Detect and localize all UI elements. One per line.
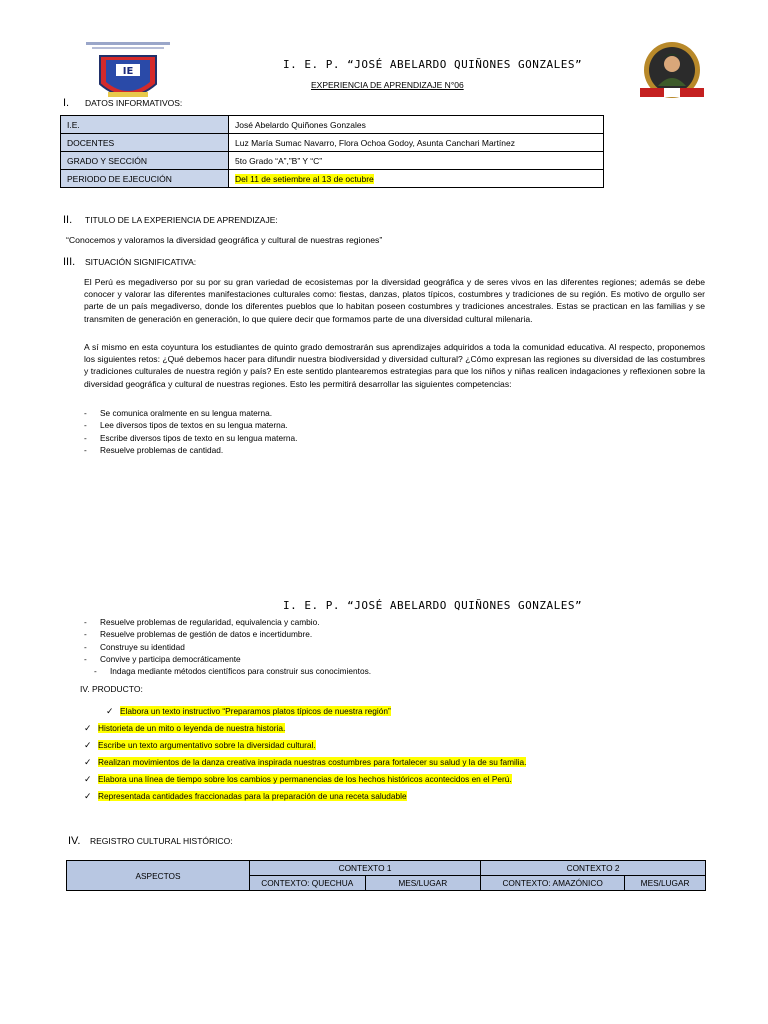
list-item <box>84 772 526 789</box>
contexto-amazonico-header: CONTEXTO: AMAZÓNICO <box>481 876 625 891</box>
table-row <box>61 134 604 152</box>
list-item <box>84 789 526 806</box>
section-2-number: II. <box>63 214 73 226</box>
section-2-title: TITULO DE LA EXPERIENCIA DE APRENDIZAJE: <box>85 215 278 225</box>
checkmark-icon: ✓ <box>84 774 92 784</box>
checkmark-icon: ✓ <box>84 791 92 801</box>
list-item <box>84 721 526 738</box>
row-label: GRADO Y SECCIÓN <box>61 152 229 170</box>
registro-title: REGISTRO CULTURAL HISTÓRICO: <box>90 836 233 846</box>
list-item: - Escribe diversos tipos de texto en su lengua materna. <box>84 432 297 444</box>
table-row <box>61 170 604 188</box>
page-2-title: I. E. P. “JOSÉ ABELARDO QUIÑONES GONZALES” <box>283 599 583 612</box>
product-text: Elabora un texto instructivo “Preparamos platos típicos de nuestra región” <box>120 706 391 716</box>
list-item: - Resuelve problemas de cantidad. <box>84 444 297 456</box>
table-row <box>61 116 604 134</box>
competency-list-2 <box>84 616 371 677</box>
list-item: - Construye su identidad <box>84 641 371 653</box>
product-text: Elabora una línea de tiempo sobre los cambios y permanencias de los hechos históricos acontecidos en el Perú. <box>98 774 512 784</box>
list-item: - Resuelve problemas de regularidad, equivalencia y cambio. <box>84 616 371 628</box>
row-value: José Abelardo Quiñones Gonzales <box>229 116 604 134</box>
section-1-number: I. <box>63 97 70 109</box>
info-table <box>60 115 604 188</box>
list-item: - Se comunica oralmente en su lengua materna. <box>84 407 297 419</box>
section-3-number: III. <box>63 256 76 268</box>
list-item: - Indaga mediante métodos científicos para construir sus conocimientos. <box>84 665 371 677</box>
table-row <box>61 152 604 170</box>
registro-table <box>66 860 706 891</box>
list-item <box>84 755 526 772</box>
section-2-heading <box>63 214 278 226</box>
contexto-2-header: CONTEXTO 2 <box>481 861 706 876</box>
checkmark-icon: ✓ <box>106 706 114 716</box>
row-label: I.E. <box>61 116 229 134</box>
competency-list <box>84 407 297 456</box>
checkmark-icon: ✓ <box>84 723 92 733</box>
list-item: - Convive y participa democráticamente <box>84 653 371 665</box>
page-title: I. E. P. “JOSÉ ABELARDO QUIÑONES GONZALES” <box>283 58 583 71</box>
section-3-title: SITUACIÓN SIGNIFICATIVA: <box>85 257 197 267</box>
section-1-title: DATOS INFORMATIVOS: <box>85 98 183 108</box>
svg-text:IE: IE <box>122 66 134 77</box>
product-list <box>84 704 526 806</box>
school-logo-right <box>636 40 708 104</box>
section-3-heading <box>63 256 196 268</box>
row-label: PERIODO DE EJECUCIÓN <box>61 170 229 188</box>
row-value: 5to Grado “A”,”B” Y “C” <box>229 152 604 170</box>
experience-title: “Conocemos y valoramos la diversidad geográfica y cultural de nuestras regiones” <box>66 235 383 245</box>
product-text: Escribe un texto argumentativo sobre la diversidad cultural. <box>98 740 316 750</box>
row-label: DOCENTES <box>61 134 229 152</box>
aspectos-header: ASPECTOS <box>67 861 250 891</box>
contexto-1-header: CONTEXTO 1 <box>250 861 481 876</box>
section-1-heading <box>63 97 182 109</box>
product-text: Realizan movimientos de la danza creativa inspirada nuestras costumbres para fortalecer su salud y la de su familia. <box>98 757 527 767</box>
page-subtitle: EXPERIENCIA DE APRENDIZAJE N°06 <box>311 80 464 90</box>
registro-heading <box>68 835 233 847</box>
row-value: Luz María Sumac Navarro, Flora Ochoa Godoy, Asunta Canchari Martínez <box>229 134 604 152</box>
row-value <box>229 170 604 188</box>
product-heading: IV. PRODUCTO: <box>80 684 143 694</box>
product-text: Representada cantidades fraccionadas para la preparación de una receta saludable <box>98 791 407 801</box>
table-row <box>67 861 706 876</box>
list-item <box>84 738 526 755</box>
contexto-quechua-header: CONTEXTO: QUECHUA <box>250 876 366 891</box>
situation-paragraph-1: El Perú es megadiverso por su por su gran variedad de ecosistemas por la diversidad geográfica y de seres vivos en las diferentes regiones; además se debe conocer y valorar las diferentes manifestaciones culturales como: fiestas, danzas, platos típicos, costumbres y tradiciones de su región. Es motivo de orgullo ser parte de un país megadiverso, donde los diferentes pueblos que lo habitan poseen costumbres y tradiciones ancestrales. Estas se practican en las familias y se transmiten de generación en generación, lo que quiere decir que formamos parte de una diversidad cultural milenaria. <box>84 277 705 324</box>
checkmark-icon: ✓ <box>84 757 92 767</box>
list-item: - Lee diversos tipos de textos en su lengua materna. <box>84 419 297 431</box>
product-text: Historieta de un mito o leyenda de nuestra historia. <box>98 723 286 733</box>
checkmark-icon: ✓ <box>84 740 92 750</box>
list-item: - Resuelve problemas de gestión de datos e incertidumbre. <box>84 628 371 640</box>
situation-paragraph-2: A sí mismo en esta coyuntura los estudiantes de quinto grado demostrarán sus aprendizajes adquiridos a toda la comunidad educativa. Al respecto, proponemos los siguientes retos: ¿Qué debemos hacer para difundir nuestra biodiversidad y diversidad cultural? ¿Cómo expresan las regiones su diversidad de las costumbres y tradiciones culturales de nuestra región y país? En este sentido plantearemos estrategias para que los niños y niñas realicen indagaciones y reflexionen sobre la diversidad geográfica y cultural de nuestras regiones. Esto les permitirá desarrollar las siguientes competencias: <box>84 342 705 389</box>
mes-lugar-header: MES/LUGAR <box>625 876 706 891</box>
mes-lugar-header: MES/LUGAR <box>365 876 481 891</box>
list-item <box>84 704 526 721</box>
period-highlight: Del 11 de setiembre al 13 de octubre <box>235 173 374 184</box>
registro-number: IV. <box>68 835 81 847</box>
